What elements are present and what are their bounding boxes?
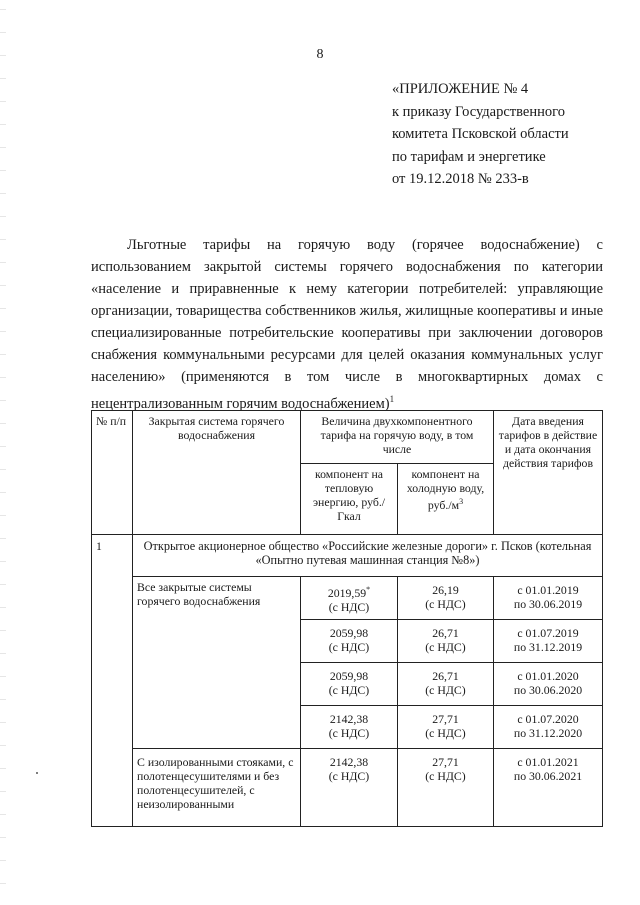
water-value: 27,71 (с НДС) [398,749,494,827]
heat-value: 2059,98 (с НДС) [301,663,398,706]
intro-text: Льготные тарифы на горячую воду (горячее водоснабжение) с использованием закрытой системы горячего водоснабжения по категории «население и приравненные к нему категории потребителей: управляющие организации, товарищества собственников жилья, жилищные кооперативы и иные специализированные потребительские кооперативы при заключении договоров снабжения коммунальными ресурсами для целей оказания коммунальных услуг населению» (применяются в том числе в многоквартирных домах с нецентрализованным горячим водоснабжением) [91,237,603,412]
system-insulated-risers: С изолированными стояками, с полотенцесушителями и без полотенцесушителей, с неизолированными [133,749,301,827]
footnote-mark: 1 [389,394,395,404]
water-value: 26,71 (с НДС) [398,620,494,663]
organization-row [92,535,603,577]
appendix-header [392,78,569,191]
water-value: 27,71 (с НДС) [398,706,494,749]
table-row [92,749,603,827]
page-number: 8 [316,47,324,62]
header-tariff-group: Величина двухкомпонентного тарифа на горячую воду, в том числе [301,411,494,464]
date-range: с 01.01.2021 по 30.06.2021 [494,749,603,827]
table-row [92,577,603,620]
header-component-heat: компонент на тепловую энергию, руб./Гкал [301,464,398,535]
header-row [92,411,603,464]
header-num: № п/п [92,411,133,535]
appendix-line: к приказу Государственного [392,103,565,120]
appendix-line: «ПРИЛОЖЕНИЕ № 4 [392,81,529,97]
system-all-closed: Все закрытые системы горячего водоснабжения [133,577,301,749]
water-value: 26,19 (с НДС) [398,577,494,620]
heat-value: 2142,38 (с НДС) [301,749,398,827]
header-dates: Дата введения тарифов в действие и дата окончания действия тарифов [494,411,603,535]
heat-value: 2059,98 (с НДС) [301,620,398,663]
date-range: с 01.01.2020 по 30.06.2020 [494,663,603,706]
tariff-table [91,410,603,827]
date-range: с 01.07.2020 по 31.12.2020 [494,706,603,749]
appendix-line: от 19.12.2018 № 233-в [392,171,529,187]
heat-value: 2142,38 (с НДС) [301,706,398,749]
header-system: Закрытая система горячего водоснабжения [133,411,301,535]
appendix-line: комитета Псковской области [392,126,569,142]
organization-name: Открытое акционерное общество «Российские железные дороги» г. Псков (котельная «Опытно путевая машинная станция №8») [133,535,603,577]
water-value: 26,71 (с НДС) [398,663,494,706]
row-number: 1 [92,535,133,827]
date-range: с 01.07.2019 по 31.12.2019 [494,620,603,663]
appendix-line: по тарифам и энергетике [392,148,546,165]
date-range: с 01.01.2019 по 30.06.2019 [494,577,603,620]
scan-speck [36,772,38,774]
heat-value: 2019,59* (с НДС) [301,577,398,620]
header-component-water: компонент на холодную воду, $руб./м^3$ [398,464,494,535]
intro-paragraph [91,234,603,415]
page-edge-artifact [0,0,6,905]
